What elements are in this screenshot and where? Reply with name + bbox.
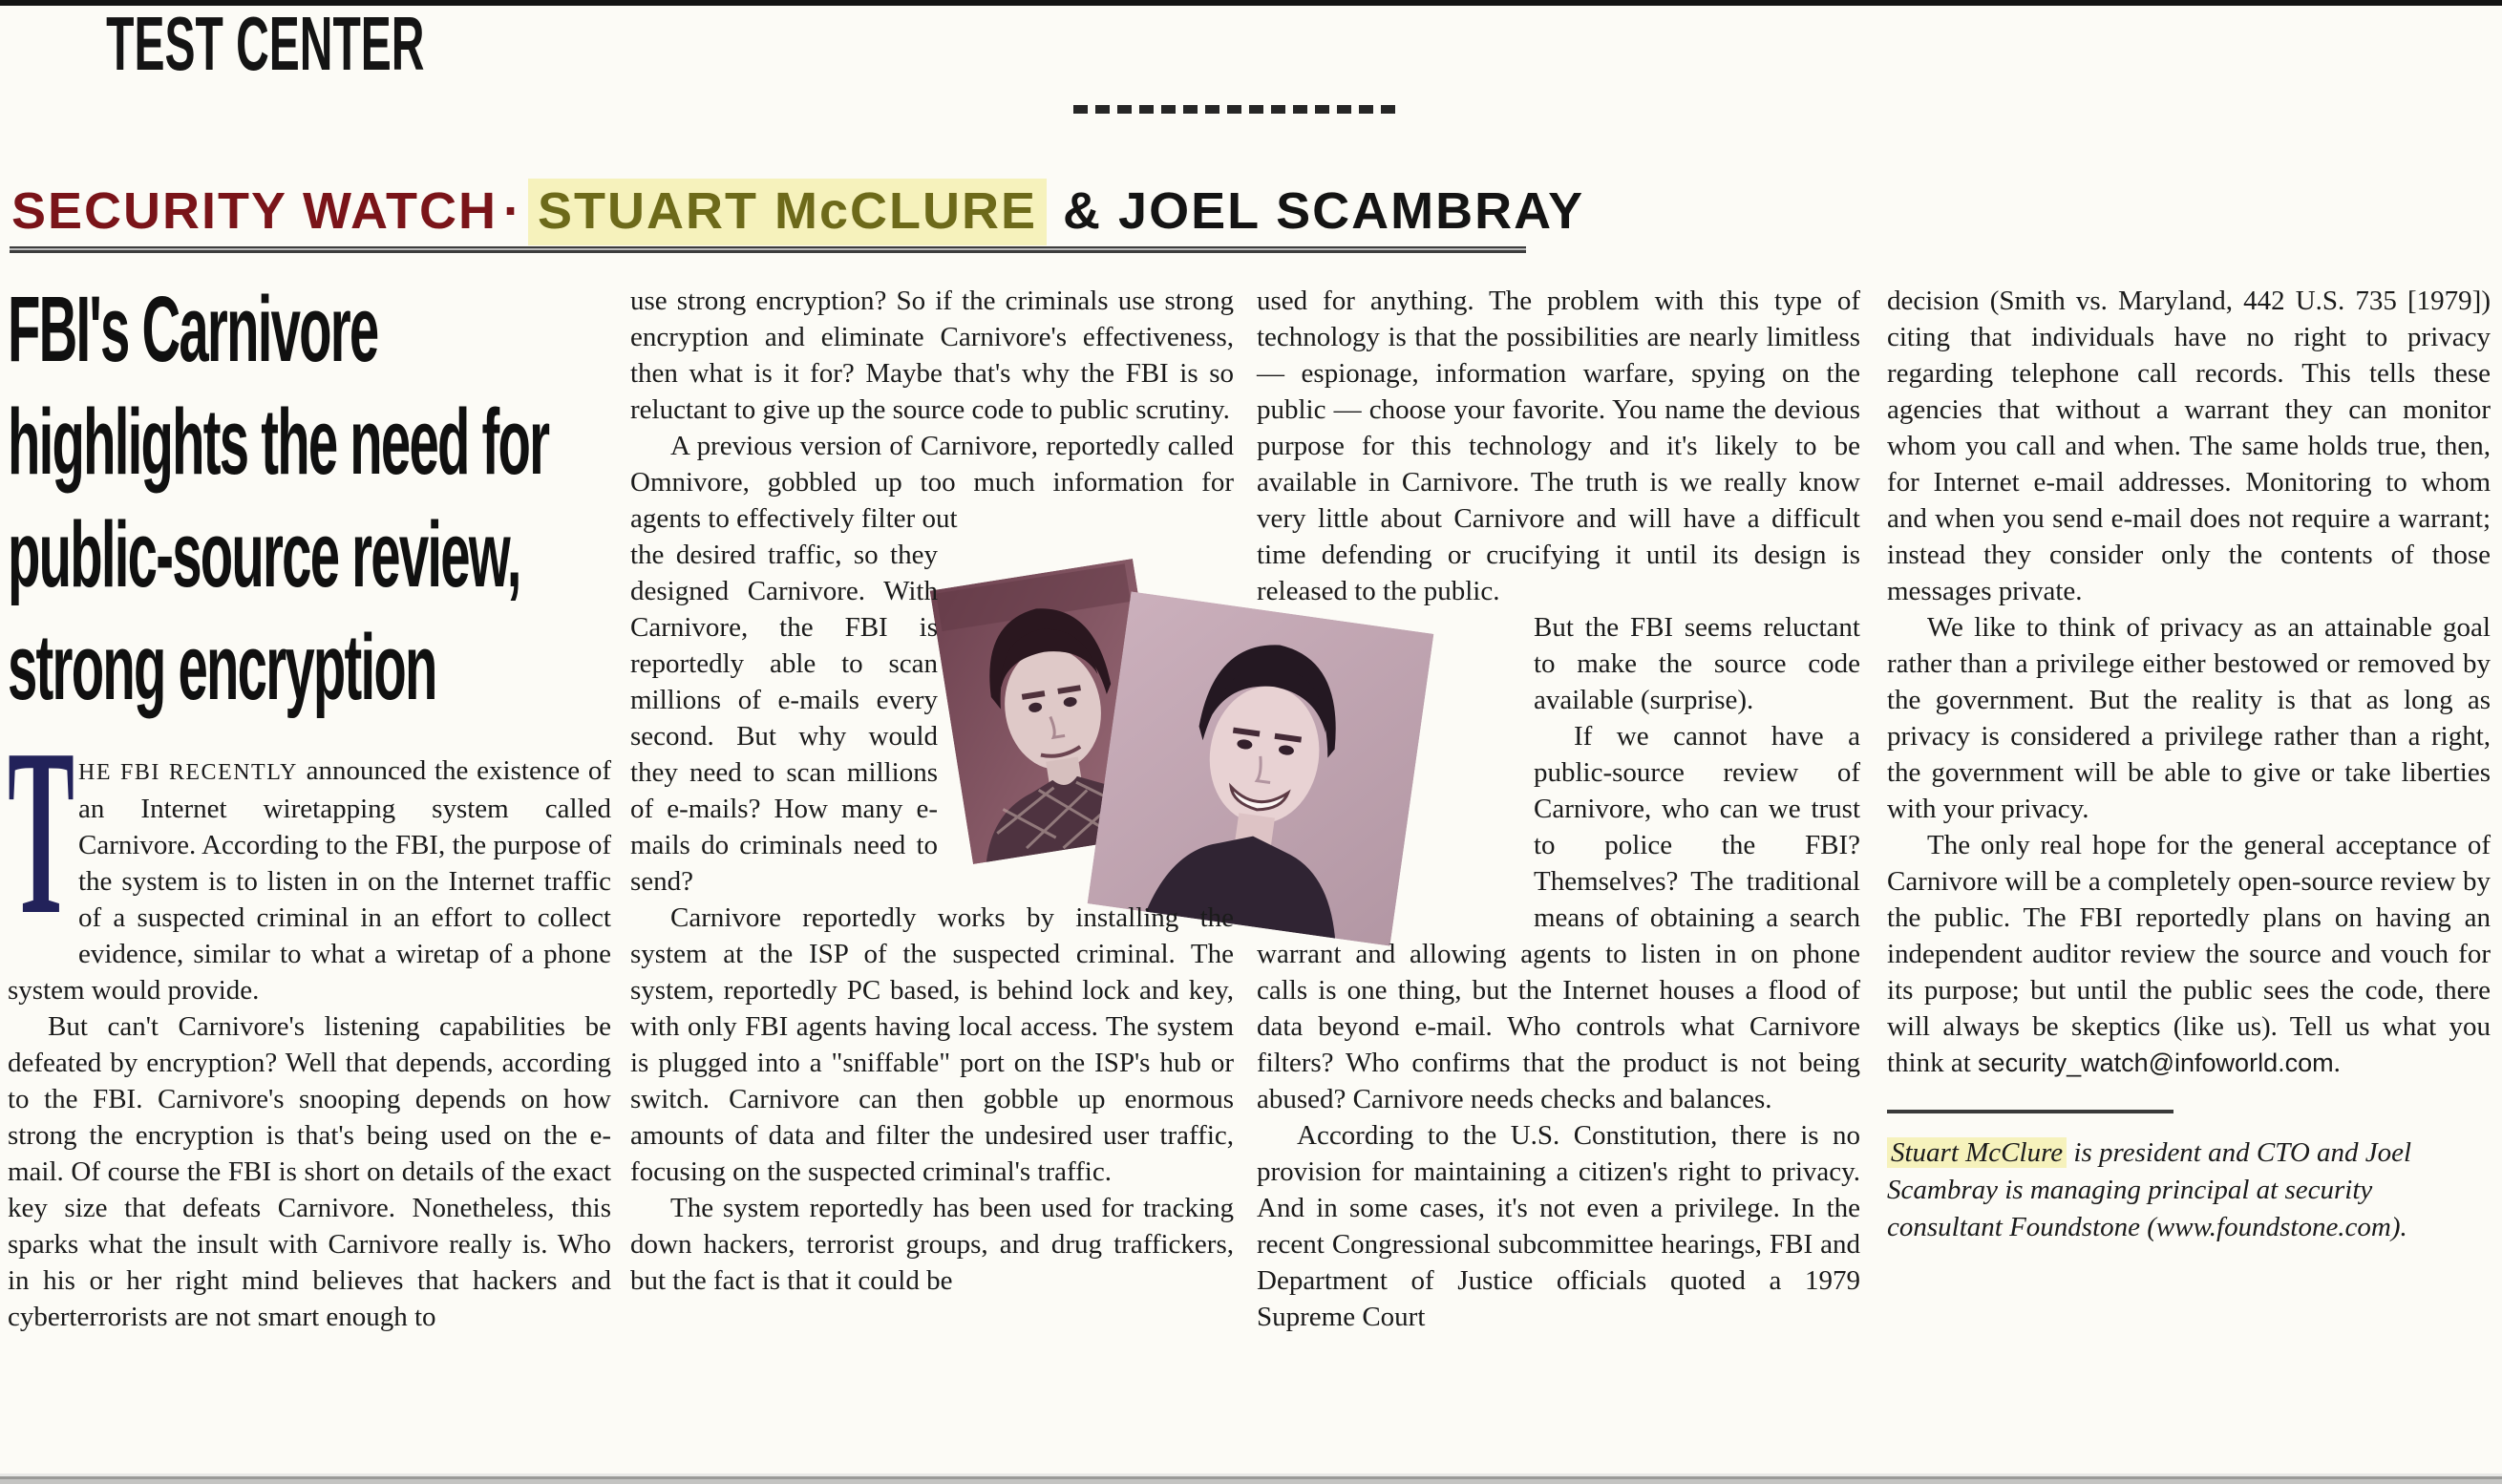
article-headline (8, 273, 638, 724)
article-column-2 (630, 283, 1234, 1299)
paragraph: According to the U.S. Constitution, there is no provision for maintaining a citizen's right to privacy. And in some cases, it's not even a privilege. In the recent Congressional subcommittee hearings, FBI and Department of Justice officials quoted a 1979 Supreme Court (1257, 1120, 1860, 1332)
byline (11, 181, 1584, 241)
headline-line: FBI's Carnivore (8, 277, 378, 381)
paragraph (8, 700, 611, 1008)
headline-line: strong encryption (8, 615, 436, 719)
photo-wrap-spacer (938, 537, 1234, 866)
paragraph: use strong encryption? So if the criminals use strong encryption and eliminate Carnivore's effectiveness, then what is it for? Maybe that's why the FBI is so reluctant to give up the source code to public scrutiny. (630, 286, 1234, 425)
drop-cap: T (8, 700, 75, 965)
column-name: SECURITY WATCH (11, 182, 498, 240)
body-text: announced the existence of an Internet wiretapping system called Carnivore. According to the FBI, the purpose of the system is to listen in on the Internet traffic of a suspected criminal in an effort to collect evidence, similar to what a wiretap of a phone system would provide. (8, 755, 611, 1006)
article-column-3 (1257, 283, 1860, 1335)
article-column-4 (1887, 283, 2491, 1246)
paragraph: decision (Smith vs. Maryland, 442 U.S. 735 [1979]) citing that individuals have no right to privacy regarding telephone call records. This tells these agencies that without a warrant they can monitor whom you call and when. The same holds true, then, for Internet e-mail addresses. Monitoring to whom and when you send e-mail does not require a warrant; instead they consider only the contents of those messages private. (1887, 286, 2491, 606)
paragraph: A previous version of Carnivore, reportedly called Omnivore, gobbled up too much information for agents to effectively filter out (630, 431, 1234, 534)
author-stuart-mcclure: STUART McCLURE (528, 179, 1047, 245)
article-column-1 (8, 700, 611, 1335)
section-title: TEST CENTER (106, 1, 425, 86)
body-text: The only real hope for the general acceptance of Carnivore will be a completely open-source review by the public. The FBI reportedly plans on having an independent auditor review the source and vouch for its purpose; but until the public sees the code, there will always be skeptics (like us). Tell us what you think at (1887, 830, 2491, 1078)
author-bio (1887, 1134, 2491, 1246)
page-bottom-strip (0, 1473, 2502, 1484)
headline-line: highlights the need for (8, 390, 549, 494)
section-masthead (0, 0, 497, 88)
paragraph: But can't Carnivore's listening capabilities be defeated by encryption? Well that depends, according to the FBI. Carnivore's snooping depends on how strong the encryption is that's being used on the e-mail. Of course the FBI is short on details of the exact key size that defeats Carnivore. Nonetheless, this sparks what the insult with Carnivore really is. Who in his or her right mind believes that hackers and cyberterrorists are not smart enough to (8, 1011, 611, 1332)
paragraph (630, 537, 1234, 900)
feedback-email: security_watch@infoworld.com (1978, 1049, 2334, 1077)
byline-ampersand: & (1063, 182, 1103, 240)
body-text: the desired traffic, so they designed Carnivore. With Carnivore, the FBI is reportedly able to scan millions of e-mails every second. But why would they need to scan millions of e-mails? How many e-mails do criminals need to send? (630, 540, 938, 897)
headline-line: public-source review, (8, 502, 520, 606)
small-caps-lead: HE FBI RECENTLY (78, 760, 298, 785)
byline-separator-dot: · (503, 182, 523, 240)
author-name-highlight: Stuart McClure (1887, 1137, 2067, 1168)
body-text: But the FBI seems reluctant to make the source code available (surprise). (1534, 612, 1860, 715)
bio-text: is president and CTO and Joel Scambray is managing principal at security consultant Foundstone (www.foundstone.com). (1887, 1137, 2412, 1242)
paragraph: Carnivore reportedly works by installing the system at the ISP of the suspected criminal. The system, reportedly PC based, is behind lock and key, with only FBI agents having local access. The system is plugged into a "sniffable" port on the ISP's hub or switch. Carnivore can then gobble up enormous amounts of data and filter the undesired user traffic, focusing on the suspected criminal's traffic. (630, 902, 1234, 1187)
paragraph: The system reportedly has been used for tracking down hackers, terrorist groups, and drug traffickers, but the fact is that it could be (630, 1193, 1234, 1296)
paragraph: We like to think of privacy as an attainable goal rather than a privilege either bestowed or removed by the government. But the reality is that as long as privacy is considered a privilege rather than a right, the government will be able to give or take liberties with your privacy. (1887, 612, 2491, 824)
masthead-dashed-underline (1073, 105, 1396, 114)
paragraph (1257, 609, 1860, 718)
paragraph: used for anything. The problem with this type of technology is that the possibilities are nearly limitless — espionage, information warfare, spying on the public — choose your favorite. You name the devious purpose for this technology and it's likely to be available in Carnivore. The truth is we really know very little about Carnivore and will have a difficult time defending or crucifying it until its design is released to the public. (1257, 286, 1860, 606)
photo-wrap-spacer (1257, 609, 1534, 924)
body-text: . (2333, 1048, 2341, 1078)
paragraph (1887, 827, 2491, 1081)
byline-rule (10, 246, 1526, 253)
author-joel-scambray: JOEL SCAMBRAY (1118, 182, 1585, 240)
bio-rule (1887, 1110, 2173, 1113)
paragraph: If we cannot have a public-source review of Carnivore, who can we trust to police the FBI? Themselves? The traditional means of obtaining a search warrant and allowing agents to listen in on phone calls is one thing, but the Internet houses a flood of data beyond e-mail. Who controls what Carnivore filters? Who confirms that the product is not being abused? Carnivore needs checks and balances. (1257, 721, 1860, 1114)
